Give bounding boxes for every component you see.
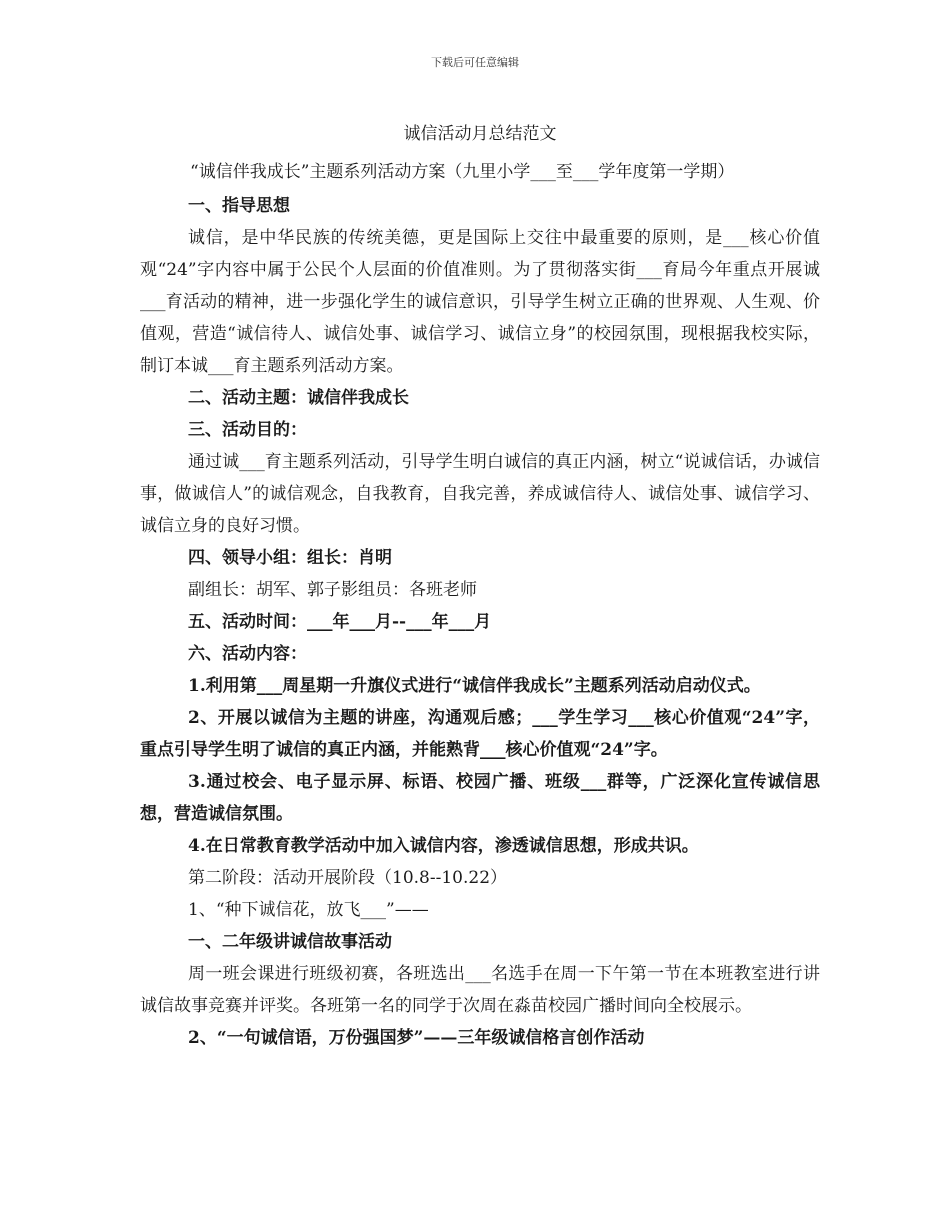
document-subtitle: “诚信伴我成长”主题系列活动方案（九里小学___至___学年度第一学期）: [190, 162, 735, 182]
content-item-3: 3.通过校会、电子显示屏、标语、校园广播、班级___群等，广泛深化宣传诚信思想，营造诚信氛围。: [140, 772, 820, 824]
section-heading-leadership: 四、领导小组：组长：肖明: [188, 548, 392, 568]
header-note: 下载后可任意编辑: [431, 56, 519, 69]
content-item-2: 2、开展以诚信为主题的讲座，沟通观后感；___学生学习___核心价值观“24”字，重点引导学生明了诚信的真正内涵，并能熟背___核心价值观“24”字。: [140, 708, 820, 760]
leadership-members: 副组长：胡军、郭子影组员：各班老师: [188, 580, 477, 600]
section-heading-guiding-thought: 一、指导思想: [188, 196, 290, 216]
section-heading-content: 六、活动内容：: [188, 644, 307, 664]
document-body: [140, 118, 820, 1054]
section-paragraph-purpose: 通过诚___育主题系列活动，引导学生明白诚信的真正内涵，树立“说诚信话，办诚信事，做诚信人”的诚信观念，自我教育，自我完善，养成诚信待人、诚信处事、诚信学习、诚信立身的良好习惯。: [140, 452, 820, 536]
activity-1-title: 1、“种下诚信花，放飞___”——: [188, 900, 429, 920]
section-heading-purpose: 三、活动目的：: [188, 420, 307, 440]
content-item-1: 1.利用第___周星期一升旗仪式进行“诚信伴我成长”主题系列活动启动仪式。: [188, 676, 761, 696]
section-heading-theme: 二、活动主题：诚信伴我成长: [188, 388, 409, 408]
section-paragraph-guiding-thought: 诚信，是中华民族的传统美德，更是国际上交往中最重要的原则，是___核心价值观“24”字内容中属于公民个人层面的价值准则。为了贯彻落实街___育局今年重点开展诚___育活动的精神，进一步强化学生的诚信意识，引导学生树立正确的世界观、人生观、价值观，营造“诚信待人、诚信处事、诚信学习、诚信立身”的校园氛围，现根据我校实际，制订本诚___育主题系列活动方案。: [140, 228, 820, 376]
activity-2-title: 2、“一句诚信语，万份强国梦”——三年级诚信格言创作活动: [188, 1028, 645, 1048]
stage-2-heading: 第二阶段：活动开展阶段（10.8--10.22）: [188, 868, 508, 888]
activity-1-paragraph: 周一班会课进行班级初赛，各班选出___名选手在周一下午第一节在本班教室进行讲诚信故事竞赛并评奖。各班第一名的同学于次周在淼苗校园广播时间向全校展示。: [140, 964, 820, 1016]
activity-1-heading: 一、二年级讲诚信故事活动: [188, 932, 392, 952]
section-heading-time: 五、活动时间：___年___月--___年___月: [188, 612, 492, 632]
document-title: 诚信活动月总结范文: [403, 124, 557, 144]
content-item-4: 4.在日常教育教学活动中加入诚信内容，渗透诚信思想，形成共识。: [188, 836, 699, 856]
